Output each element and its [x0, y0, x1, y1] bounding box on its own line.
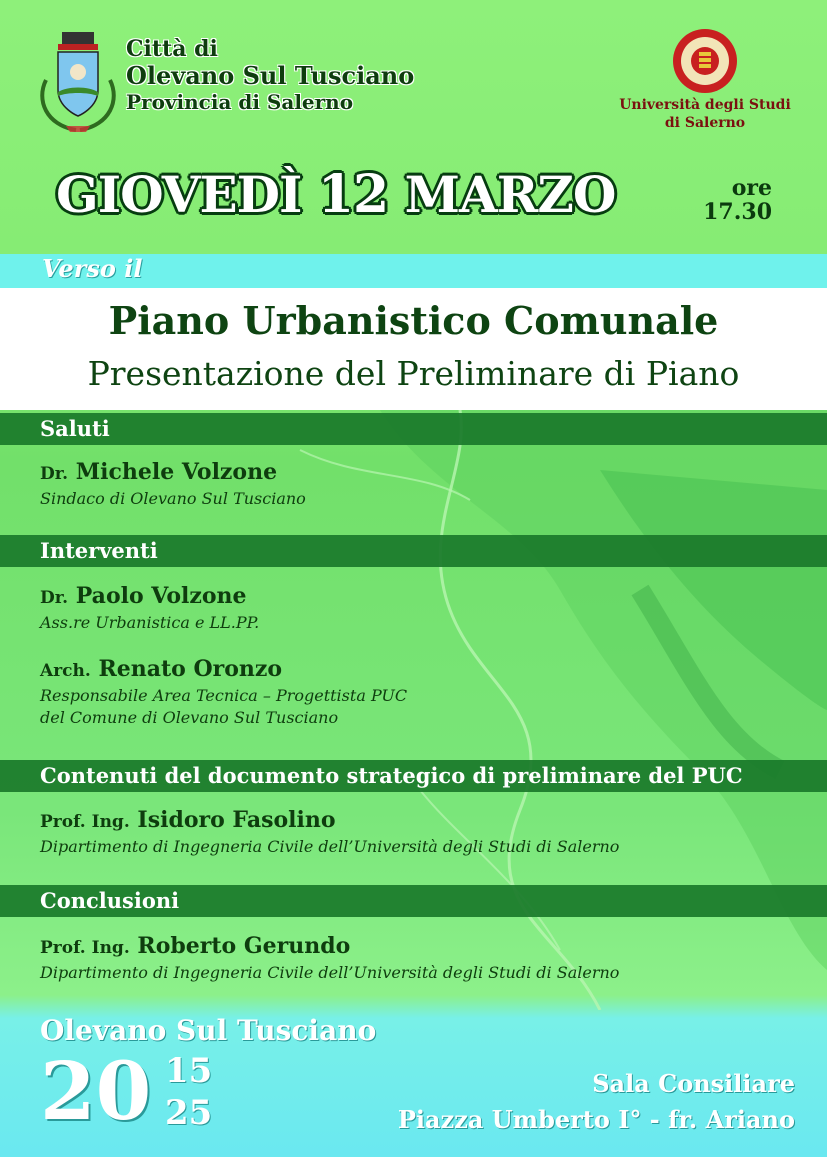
- speaker-prefix: Dr.: [40, 588, 69, 608]
- speaker-prefix: Arch.: [40, 661, 91, 681]
- speaker-name: Renato Oronzo: [98, 656, 283, 682]
- speaker-roberto-gerundo: [40, 932, 619, 984]
- speaker-michele-volzone: [40, 458, 306, 510]
- plan-years-start: 15: [165, 1051, 213, 1091]
- speaker-role: Dipartimento di Ingegneria Civile dell’Università degli Studi di Salerno: [40, 837, 620, 856]
- speaker-prefix: Prof. Ing.: [40, 938, 130, 958]
- speaker-name: Roberto Gerundo: [137, 933, 351, 959]
- event-date: [56, 164, 615, 225]
- speaker-prefix: Dr.: [40, 464, 69, 484]
- event-time-prefix: ore: [731, 175, 772, 201]
- section-heading-conclusioni: Conclusioni: [40, 888, 180, 913]
- venue-line2: Piazza Umberto I° - fr. Ariano: [397, 1105, 795, 1134]
- speaker-role: Sindaco di Olevano Sul Tusciano: [40, 489, 306, 508]
- section-bar-saluti: [0, 413, 827, 445]
- coat-of-arms-icon: [36, 30, 120, 134]
- city-line3: Provincia di Salerno: [126, 90, 354, 114]
- speaker-role-line2: del Comune di Olevano Sul Tusciano: [40, 708, 339, 727]
- speaker-role: Dipartimento di Ingegneria Civile dell’Università degli Studi di Salerno: [40, 963, 620, 982]
- footer-city: Olevano Sul Tusciano: [40, 1014, 377, 1047]
- title-kicker: Verso il: [42, 254, 143, 283]
- event-time: [698, 176, 772, 224]
- page-title: Piano Urbanistico Comunale: [108, 298, 719, 343]
- event-day-number: 12: [317, 164, 389, 225]
- venue-line1: Sala Consiliare: [592, 1069, 795, 1098]
- event-time-value: 17.30: [703, 199, 772, 225]
- section-heading-saluti: Saluti: [40, 416, 110, 441]
- city-line2: Olevano Sul Tusciano: [126, 61, 415, 90]
- city-line1: Città di: [126, 36, 218, 62]
- speaker-name: Isidoro Fasolino: [137, 807, 336, 833]
- venue: [398, 1066, 795, 1138]
- speaker-isidoro-fasolino: [40, 806, 619, 858]
- speaker-name: Michele Volzone: [75, 459, 278, 485]
- speaker-role: Responsabile Area Tecnica – Progettista PUC: [40, 686, 408, 705]
- section-heading-interventi: Interventi: [40, 538, 158, 563]
- university-name: [610, 96, 800, 132]
- event-day: GIOVEDÌ: [56, 165, 302, 224]
- speaker-renato-oronzo: [40, 655, 407, 729]
- speaker-paolo-volzone: [40, 582, 259, 634]
- page-subtitle: Presentazione del Preliminare di Piano: [87, 354, 740, 393]
- speaker-name: Paolo Volzone: [75, 583, 247, 609]
- speaker-role: Ass.re Urbanistica e LL.PP.: [40, 613, 260, 632]
- university-line2: di Salerno: [664, 115, 746, 131]
- city-heading: [126, 36, 414, 114]
- event-month: MARZO: [404, 165, 616, 224]
- university-line1: Università degli Studi: [619, 97, 791, 113]
- plan-years-main: 20: [40, 1044, 152, 1138]
- university-seal-icon: [672, 28, 738, 94]
- section-heading-contenuti: Contenuti del documento strategico di preliminare del PUC: [40, 763, 743, 788]
- speaker-prefix: Prof. Ing.: [40, 812, 130, 832]
- plan-years-end: 25: [165, 1093, 213, 1133]
